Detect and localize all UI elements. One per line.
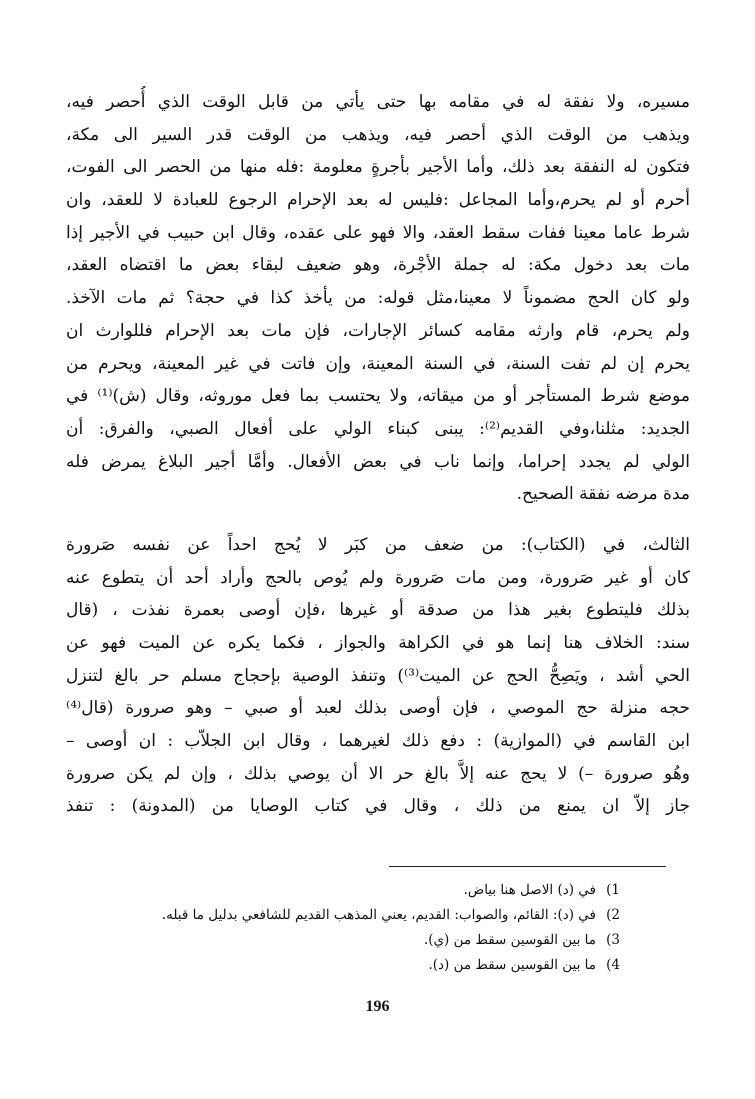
footnote-number: 1) — [606, 882, 620, 898]
text-line: يحرم إن لم تفت السنة، في السنة المعينة، وإن فاتت في غير المعينة، ويحرم من — [66, 353, 690, 374]
paragraph-2 — [66, 529, 690, 823]
text-line: كان أو غير صَرورة، ومن مات صَرورة ولم يُوص بالحج وأراد أحد أن يتطوع عنه — [66, 567, 690, 588]
text-line: الولي لم يجدد إحراما، وإنما ناب في بعض الأفعال. وأمَّا أجير البلاغ يمرض فله — [66, 451, 690, 472]
footnotes — [66, 878, 620, 978]
footnote-text: ما بين القوسين سقط من (ي). — [423, 932, 596, 948]
text-line: ابن القاسم في (الموازية) : دفع ذلك لغيرهما ، وقال ابن الجلاّب : ان أوصى – — [66, 731, 690, 752]
text-line: بذلك فليتطوع بغير هذا من صدقة أو غيرها ،فإن أوصى بعمرة نفذت ، (قال — [66, 600, 690, 621]
footnote-divider — [389, 866, 666, 867]
text-line: الجديد: مثلنا،وفي القديم⁽²⁾: يبنى كبناء الولي على أفعال الصبي، والفرق: أن — [66, 418, 690, 439]
text-line: مات بعد دخول مكة: له جملة الأجْرة، وهو ضعيف لبقاء بعض ما اقتضاه العقد، — [66, 255, 690, 276]
text-line: شرط عاما معينا ففات سقط العقد، والا فهو على عقده، وقال ابن حبيب في الأجير إذا — [66, 222, 690, 243]
text-line: سند: الخلاف هنا إنما هو في الكراهة والجواز ، فكما يكره عن الميت فهو عن — [66, 633, 690, 653]
footnote-number: 2) — [606, 907, 620, 923]
text-line: ولم يحرم، قام وارثه مقامه كسائر الإجارات، فإن مات بعد الإحرام فللوارث ان — [66, 320, 690, 341]
footnote-text: ما بين القوسين سقط من (د). — [428, 957, 596, 973]
footnote — [66, 953, 620, 978]
text-line: ويذهب من الوقت الذي أحصر فيه، ويذهب من الوقت قدر السير الى مكة، — [66, 124, 690, 145]
footnote-number: 3) — [606, 932, 620, 948]
footnote — [66, 903, 620, 928]
text-line: الثالث، في (الكتاب): من ضعف من كبَر لا يُحج احداً عن نفسه صَرورة — [66, 534, 690, 555]
footnote-number: 4) — [606, 957, 620, 973]
footnote — [66, 878, 620, 903]
text-line: ولو كان الحج مضموناً لا معينا،مثل قوله: من يأخذ كذا في حجة؟ ثم مات الآخذ. — [66, 288, 690, 309]
text-line: فتكون له النفقة بعد ذلك، وأما الأجير بأجرةٍ معلومة :فله منها من الحصر الى الفوت، — [66, 157, 690, 178]
text-line: وهُو صرورة –) لا يحج عنه إلاَّ بالغ حر الا أن يوصي بذلك ، وإن لم يكن صرورة — [66, 763, 690, 784]
text-line: أحرم أو لم يحرم،وأما المجاعل :فليس له بعد الإحرام الرجوع للعبادة لا للعقد، وان — [66, 190, 690, 211]
text-line: حجه منزلة حج الموصي ، فإن أوصى بذلك لعبد أو صبي – وهو صرورة (قال⁽⁴⁾ — [66, 698, 690, 719]
footnote-text: في (د) الاصل هنا بياض. — [463, 882, 596, 898]
footnote-text: في (د): القائم، والصواب: القديم، يعني المذهب القديم للشافعي بدليل ما قبله. — [161, 907, 596, 923]
text-line: الحي أشد ، ويَصِحُّ الحج عن الميت⁽³⁾) وتنفذ الوصية بإحجاج مسلم حر بالغ لتنزل — [66, 665, 690, 686]
text-line: مسيره، ولا نفقة له في مقامه بها حتى يأتي من قابل الوقت الذي أُحصر فيه، — [66, 92, 690, 112]
text-line: جاز إلاّ ان يمنع من ذلك ، وقال في كتاب الوصايا من (المدونة) : تنفذ — [66, 796, 690, 817]
paragraph-1 — [66, 86, 690, 511]
page-number: 196 — [365, 998, 390, 1015]
main-text — [66, 86, 690, 823]
text-line: مدة مرضه نفقة الصحيح. — [516, 484, 690, 505]
footnote — [66, 928, 620, 953]
text-line: موضع شرط المستأجر أو من ميقاته، ولا يحتسب بما فعل موروثه، وقال (ش)⁽¹⁾ في — [66, 386, 690, 407]
